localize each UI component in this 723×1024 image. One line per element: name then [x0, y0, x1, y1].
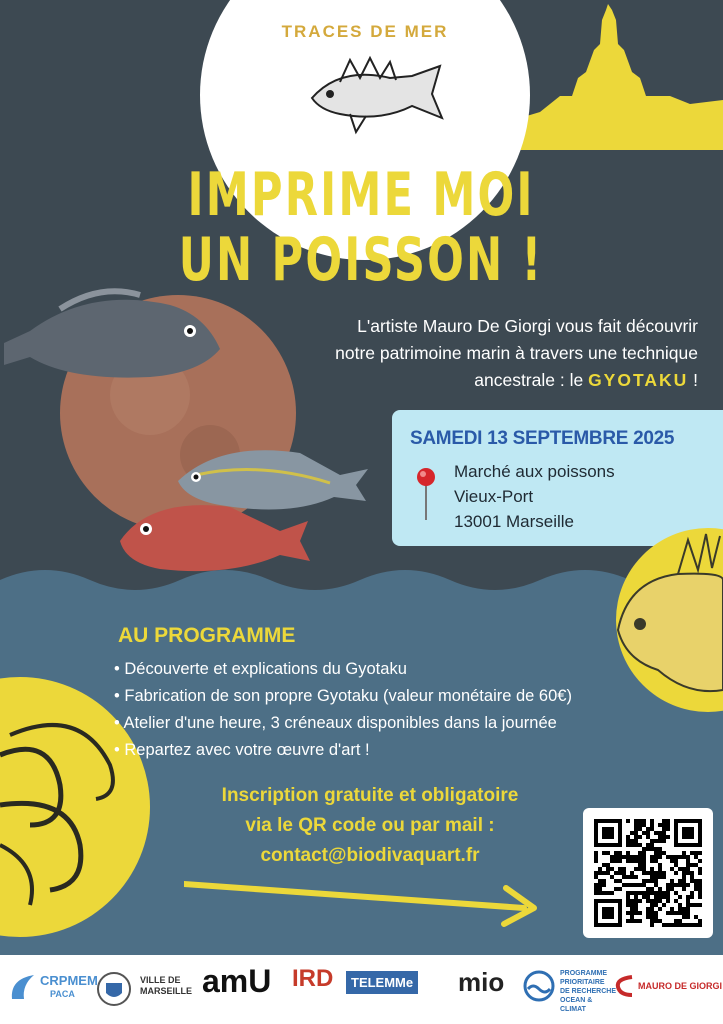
program-title: AU PROGRAMME [118, 624, 296, 647]
program-item: • Fabrication de son propre Gyotaku (valeur monétaire de 60€) [114, 683, 572, 710]
technique-name: GYOTAKU [588, 370, 689, 390]
intro-line-3-suffix: ! [688, 370, 698, 390]
registration-line-2: via le QR code ou par mail : [245, 815, 495, 836]
logo-amu: amU [202, 963, 272, 999]
intro-text [300, 313, 698, 394]
program-item: • Repartez avec votre œuvre d'art ! [114, 737, 572, 764]
intro-line-3 [300, 367, 698, 394]
intro-line-2: notre patrimoine marin à travers une technique [335, 343, 698, 363]
location-line-3: 13001 Marseille [454, 512, 575, 531]
location-line-2: Vieux-Port [454, 487, 534, 506]
yellow-circle-fish [608, 520, 723, 720]
qr-code[interactable] [583, 808, 713, 938]
program-list [114, 656, 572, 764]
logo-crpmem: CRPMEM [40, 973, 98, 988]
logo-mauro-de-giorgi: MAURO DE GIORGI [638, 981, 723, 991]
location-pin-icon [415, 466, 437, 522]
brand-name: TRACES DE MER [281, 22, 449, 41]
logo-telemme: TELEMMe [346, 971, 418, 994]
partner-logos [0, 955, 723, 1024]
ocean-climat-icon [522, 969, 556, 1003]
qr-code-pattern [594, 819, 702, 927]
contact-email[interactable]: contact@biodivaquart.fr [260, 845, 480, 866]
notre-dame-silhouette [520, 0, 723, 150]
mauro-de-giorgi-mark-icon [614, 973, 636, 999]
crpmem-wave-icon [8, 969, 38, 1005]
fish-print-illustration [300, 48, 450, 138]
program-item: • Découverte et explications du Gyotaku [114, 656, 572, 683]
intro-line-3-prefix: ancestrale : le [474, 370, 589, 390]
logo-mio: mio [458, 967, 505, 997]
arrow-right-icon [184, 878, 554, 928]
logo-ville-marseille: VILLE DE MARSEILLE [140, 975, 193, 996]
title-line-1: IMPRIME MOI [187, 160, 535, 230]
logo-crpmem-sub: PACA [50, 989, 75, 999]
logo-ocean-climat: PROGRAMME PRIORITAIRE DE RECHERCHE OCEAN & CLIMAT [560, 970, 617, 1013]
intro-line-1: L'artiste Mauro De Giorgi vous fait découvrir [357, 316, 698, 336]
program-item: • Atelier d'une heure, 3 créneaux disponibles dans la journée [114, 710, 572, 737]
registration-line-1: Inscription gratuite et obligatoire [221, 785, 519, 806]
marseille-crest-icon [94, 969, 134, 1009]
logo-ird: IRD [292, 965, 334, 992]
title-line-2: UN POISSON ! [178, 225, 544, 295]
location-line-1: Marché aux poissons [454, 462, 615, 481]
event-date: SAMEDI 13 SEPTEMBRE 2025 [410, 428, 675, 449]
